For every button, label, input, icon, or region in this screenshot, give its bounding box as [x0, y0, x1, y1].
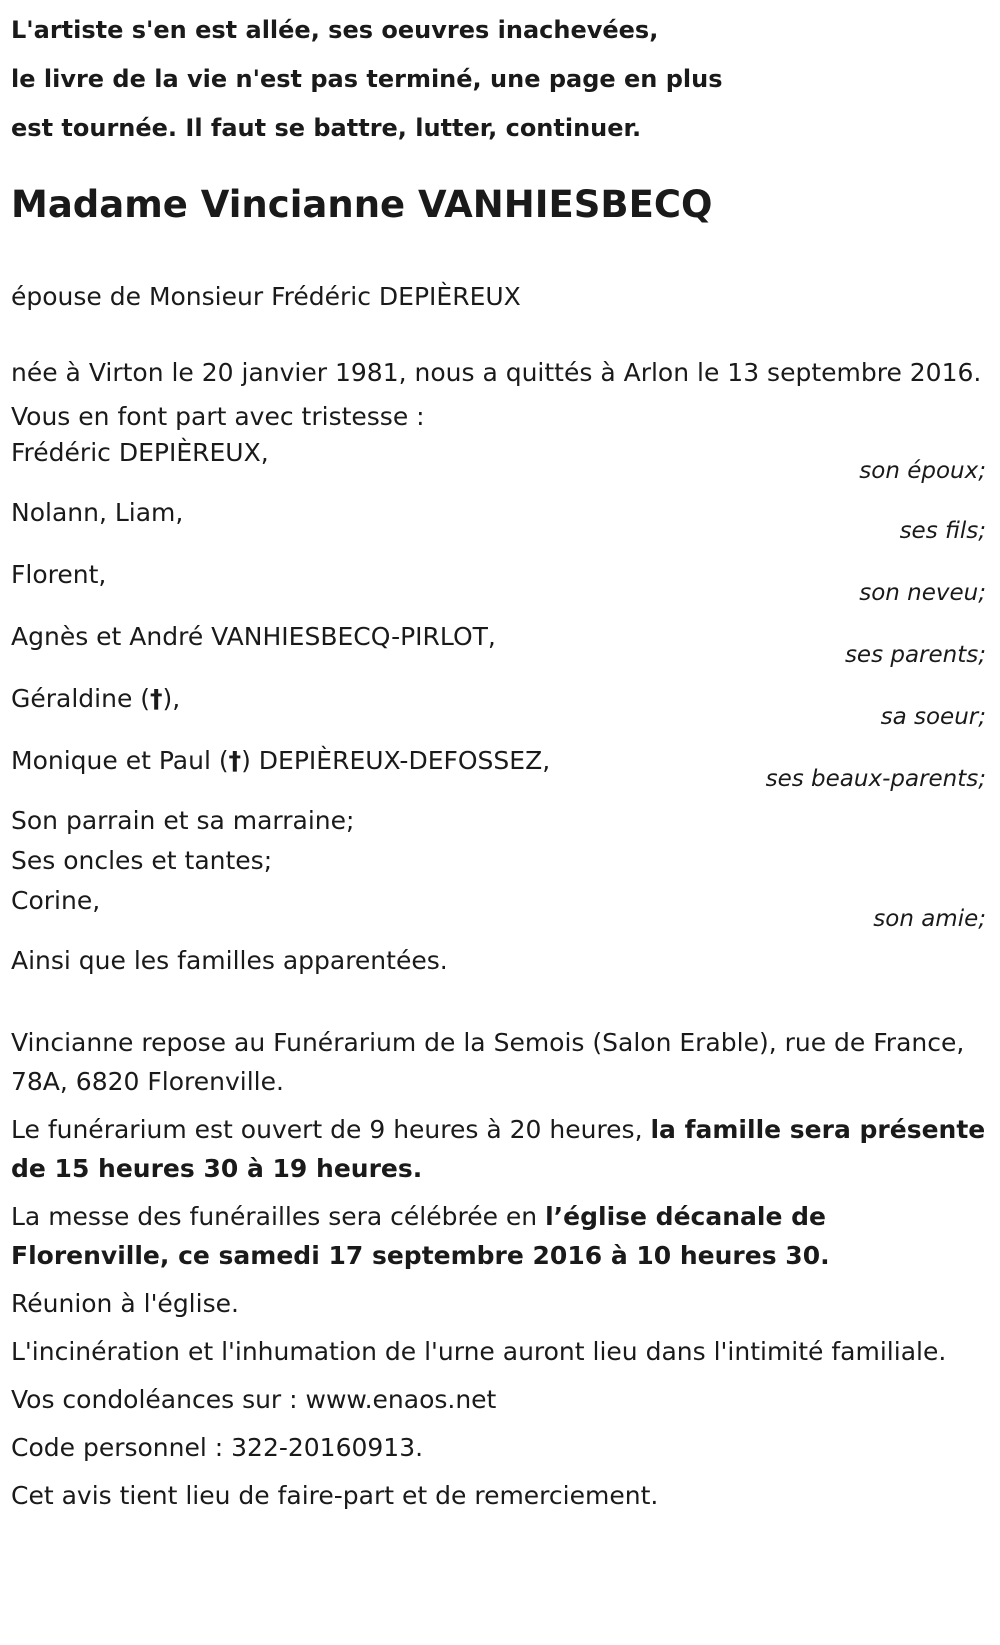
personal-code-line: Code personnel : 322-20160913.: [11, 1433, 424, 1462]
obituary-notice: [11, 0, 986, 1515]
family-member-name: Géraldine (: [11, 684, 151, 713]
family-entry: [11, 679, 986, 741]
family-member: Nolann, Liam,: [11, 498, 184, 527]
family-entry: [11, 555, 986, 617]
birth-death-line: née à Virton le 20 janvier 1981, nous a quittés à Arlon le 13 septembre 2016.: [11, 358, 982, 387]
cremation-line: L'incinération et l'inhumation de l'urne auront lieu dans l'intimité familiale.: [11, 1337, 947, 1366]
family-role: ses fils;: [899, 518, 986, 544]
family-role: son amie;: [873, 906, 986, 932]
rest-location: Vincianne repose au Funérarium de la Semois (Salon Erable), rue de France, 78A, 6820 Florenville.: [11, 1028, 965, 1096]
announcement-line: Vous en font part avec tristesse :: [11, 402, 425, 431]
family-role: ses beaux-parents;: [765, 766, 986, 792]
spouse-line: épouse de Monsieur Frédéric DEPIÈREUX: [11, 282, 521, 311]
family-member: Corine,: [11, 886, 101, 915]
uncles-line: Ses oncles et tantes;: [11, 846, 273, 875]
condolences-line: Vos condoléances sur : www.enaos.net: [11, 1385, 497, 1414]
family-role: son neveu;: [859, 580, 986, 606]
visiting-hours: [11, 1110, 986, 1188]
family-member: Agnès et André VANHIESBECQ-PIRLOT,: [11, 622, 496, 651]
opening-quote: [11, 0, 986, 153]
family-role: son époux;: [859, 458, 986, 484]
family-member-name-end: ) DEPIÈREUX-DEFOSSEZ,: [241, 746, 551, 775]
family-member: [11, 741, 550, 781]
family-member-name-end: ),: [162, 684, 181, 713]
godparents-line: Son parrain et sa marraine;: [11, 806, 355, 835]
notice-line: Cet avis tient lieu de faire-part et de remerciement.: [11, 1481, 659, 1510]
families-line: Ainsi que les familles apparentées.: [11, 946, 448, 975]
funeral-mass-place: l’église décanale de Florenville, ce samedi 17 septembre 2016 à 10 heures 30.: [11, 1202, 830, 1270]
cross-icon: †: [228, 746, 242, 775]
funeral-mass: [11, 1197, 986, 1275]
meeting-line: Réunion à l'église.: [11, 1289, 239, 1318]
family-entry: [11, 433, 986, 493]
quote-line-3: est tournée. Il faut se battre, lutter, continuer.: [11, 114, 642, 142]
family-entry: [11, 493, 986, 555]
family-member: Frédéric DEPIÈREUX,: [11, 438, 269, 467]
deceased-name: Madame Vincianne VANHIESBECQ: [11, 183, 713, 226]
cross-icon: †: [150, 684, 163, 713]
family-list: [11, 433, 986, 803]
family-entry: [11, 617, 986, 679]
family-role: sa soeur;: [880, 704, 986, 730]
quote-line-1: L'artiste s'en est allée, ses oeuvres inachevées,: [11, 16, 659, 44]
funeral-mass-text: La messe des funérailles sera célébrée en: [11, 1202, 546, 1231]
family-role: ses parents;: [844, 642, 986, 668]
quote-line-2: le livre de la vie n'est pas terminé, une page en plus: [11, 65, 723, 93]
family-member-name: Monique et Paul (: [11, 746, 229, 775]
family-member: [11, 679, 180, 719]
visiting-hours-text: Le funérarium est ouvert de 9 heures à 20 heures,: [11, 1115, 651, 1144]
family-presence-text: la famille sera présente de 15 heures 30 à 19 heures.: [11, 1115, 986, 1183]
family-entry: [11, 881, 986, 943]
family-entry: [11, 741, 986, 803]
family-member: Florent,: [11, 560, 107, 589]
